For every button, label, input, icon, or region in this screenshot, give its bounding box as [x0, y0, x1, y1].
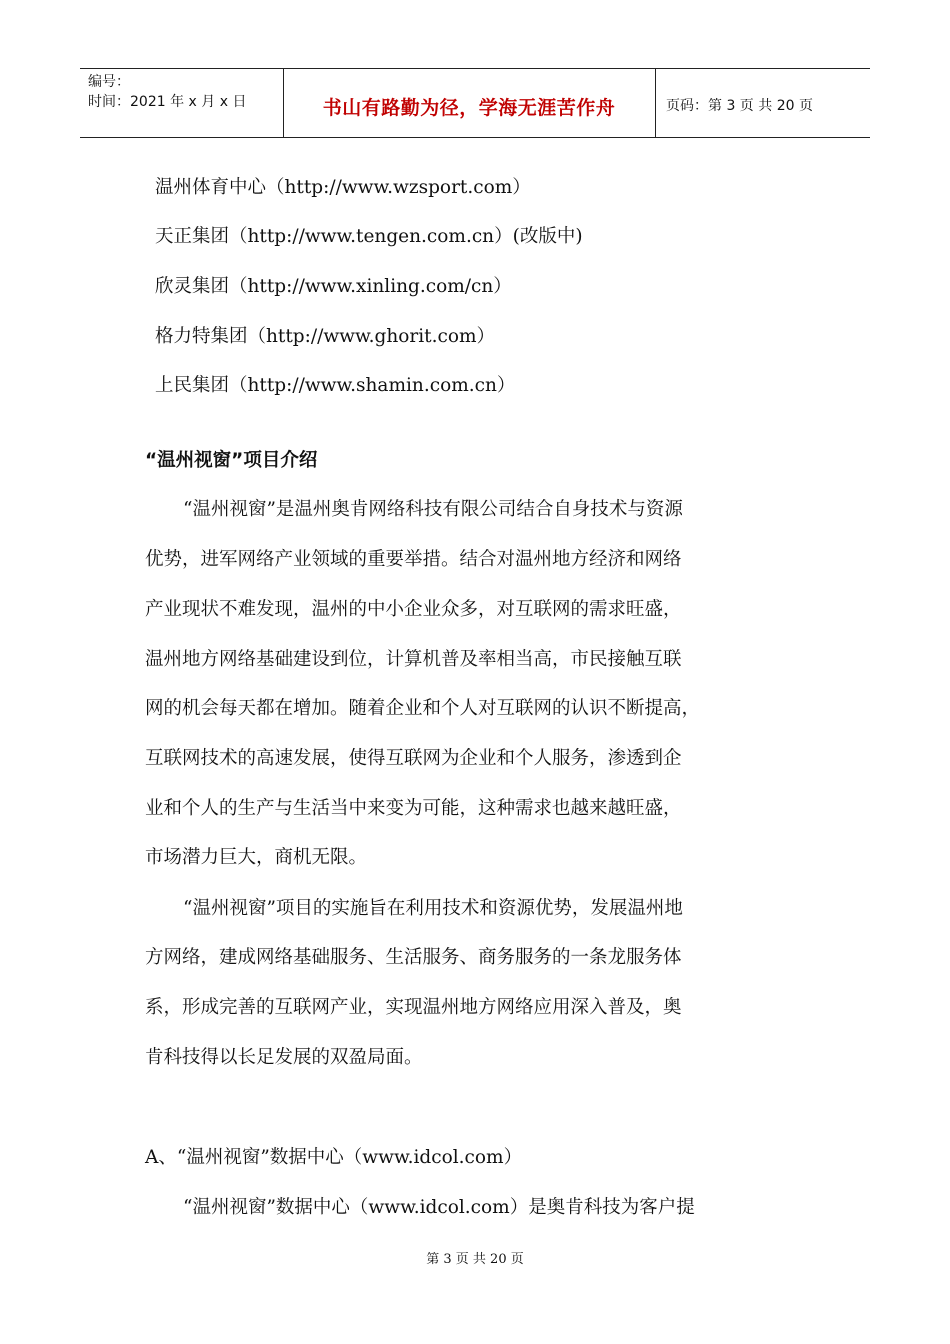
link-line: 天正集团（http://www.tengen.com.cn）(改版中) — [155, 226, 583, 247]
paragraph-line: 业和个人的生产与生活当中来变为可能，这种需求也越来越旺盛， — [145, 798, 682, 819]
paragraph-line: 方网络，建成网络基础服务、生活服务、商务服务的一条龙服务体 — [145, 947, 682, 968]
subsection-heading: A、“温州视窗”数据中心（www.idcol.com） — [145, 1147, 523, 1168]
paragraph-line: 优势，进军网络产业领域的重要举措。结合对温州地方经济和网络 — [145, 549, 682, 570]
paragraph-line: “温州视窗”项目的实施旨在利用技术和资源优势，发展温州地 — [183, 898, 683, 919]
header-motto-cell — [283, 69, 656, 137]
paragraph-line: “温州视窗”数据中心（www.idcol.com）是奥肯科技为客户提 — [183, 1197, 695, 1218]
paragraph-line: 系，形成完善的互联网产业，实现温州地方网络应用深入普及，奥 — [145, 997, 682, 1018]
page-header — [80, 68, 870, 138]
page-footer: 第 3 页 共 20 页 — [426, 1252, 524, 1267]
link-line: 上民集团（http://www.shamin.com.cn） — [155, 375, 516, 396]
paragraph-line: 网的机会每天都在增加。随着企业和个人对互联网的认识不断提高， — [145, 698, 701, 719]
header-meta-cell — [80, 69, 284, 137]
paragraph-line: 产业现状不难发现，温州的中小企业众多，对互联网的需求旺盛， — [145, 599, 682, 620]
link-line: 格力特集团（http://www.ghorit.com） — [155, 326, 496, 347]
header-motto: 书山有路勤为径，学海无涯苦作舟 — [322, 97, 616, 119]
paragraph-line: 肯科技得以长足发展的双盈局面。 — [145, 1047, 423, 1068]
paragraph-line: “温州视窗”是温州奥肯网络科技有限公司结合自身技术与资源 — [183, 499, 683, 520]
paragraph-line: 市场潜力巨大，商机无限。 — [145, 847, 368, 868]
serial-label: 编号： — [88, 74, 130, 90]
section-heading: “温州视窗”项目介绍 — [145, 450, 318, 471]
paragraph-line: 温州地方网络基础建设到位，计算机普及率相当高，市民接触互联 — [145, 649, 682, 670]
link-line: 温州体育中心（http://www.wzsport.com） — [155, 177, 531, 198]
paragraph-line: 互联网技术的高速发展，使得互联网为企业和个人服务，渗透到企 — [145, 748, 682, 769]
header-page-cell — [656, 69, 870, 137]
date-line: 时间：2021 年 x 月 x 日 — [88, 94, 247, 110]
header-page-info: 页码：第 3 页 共 20 页 — [666, 98, 813, 114]
link-line: 欣灵集团（http://www.xinling.com/cn） — [155, 276, 512, 297]
